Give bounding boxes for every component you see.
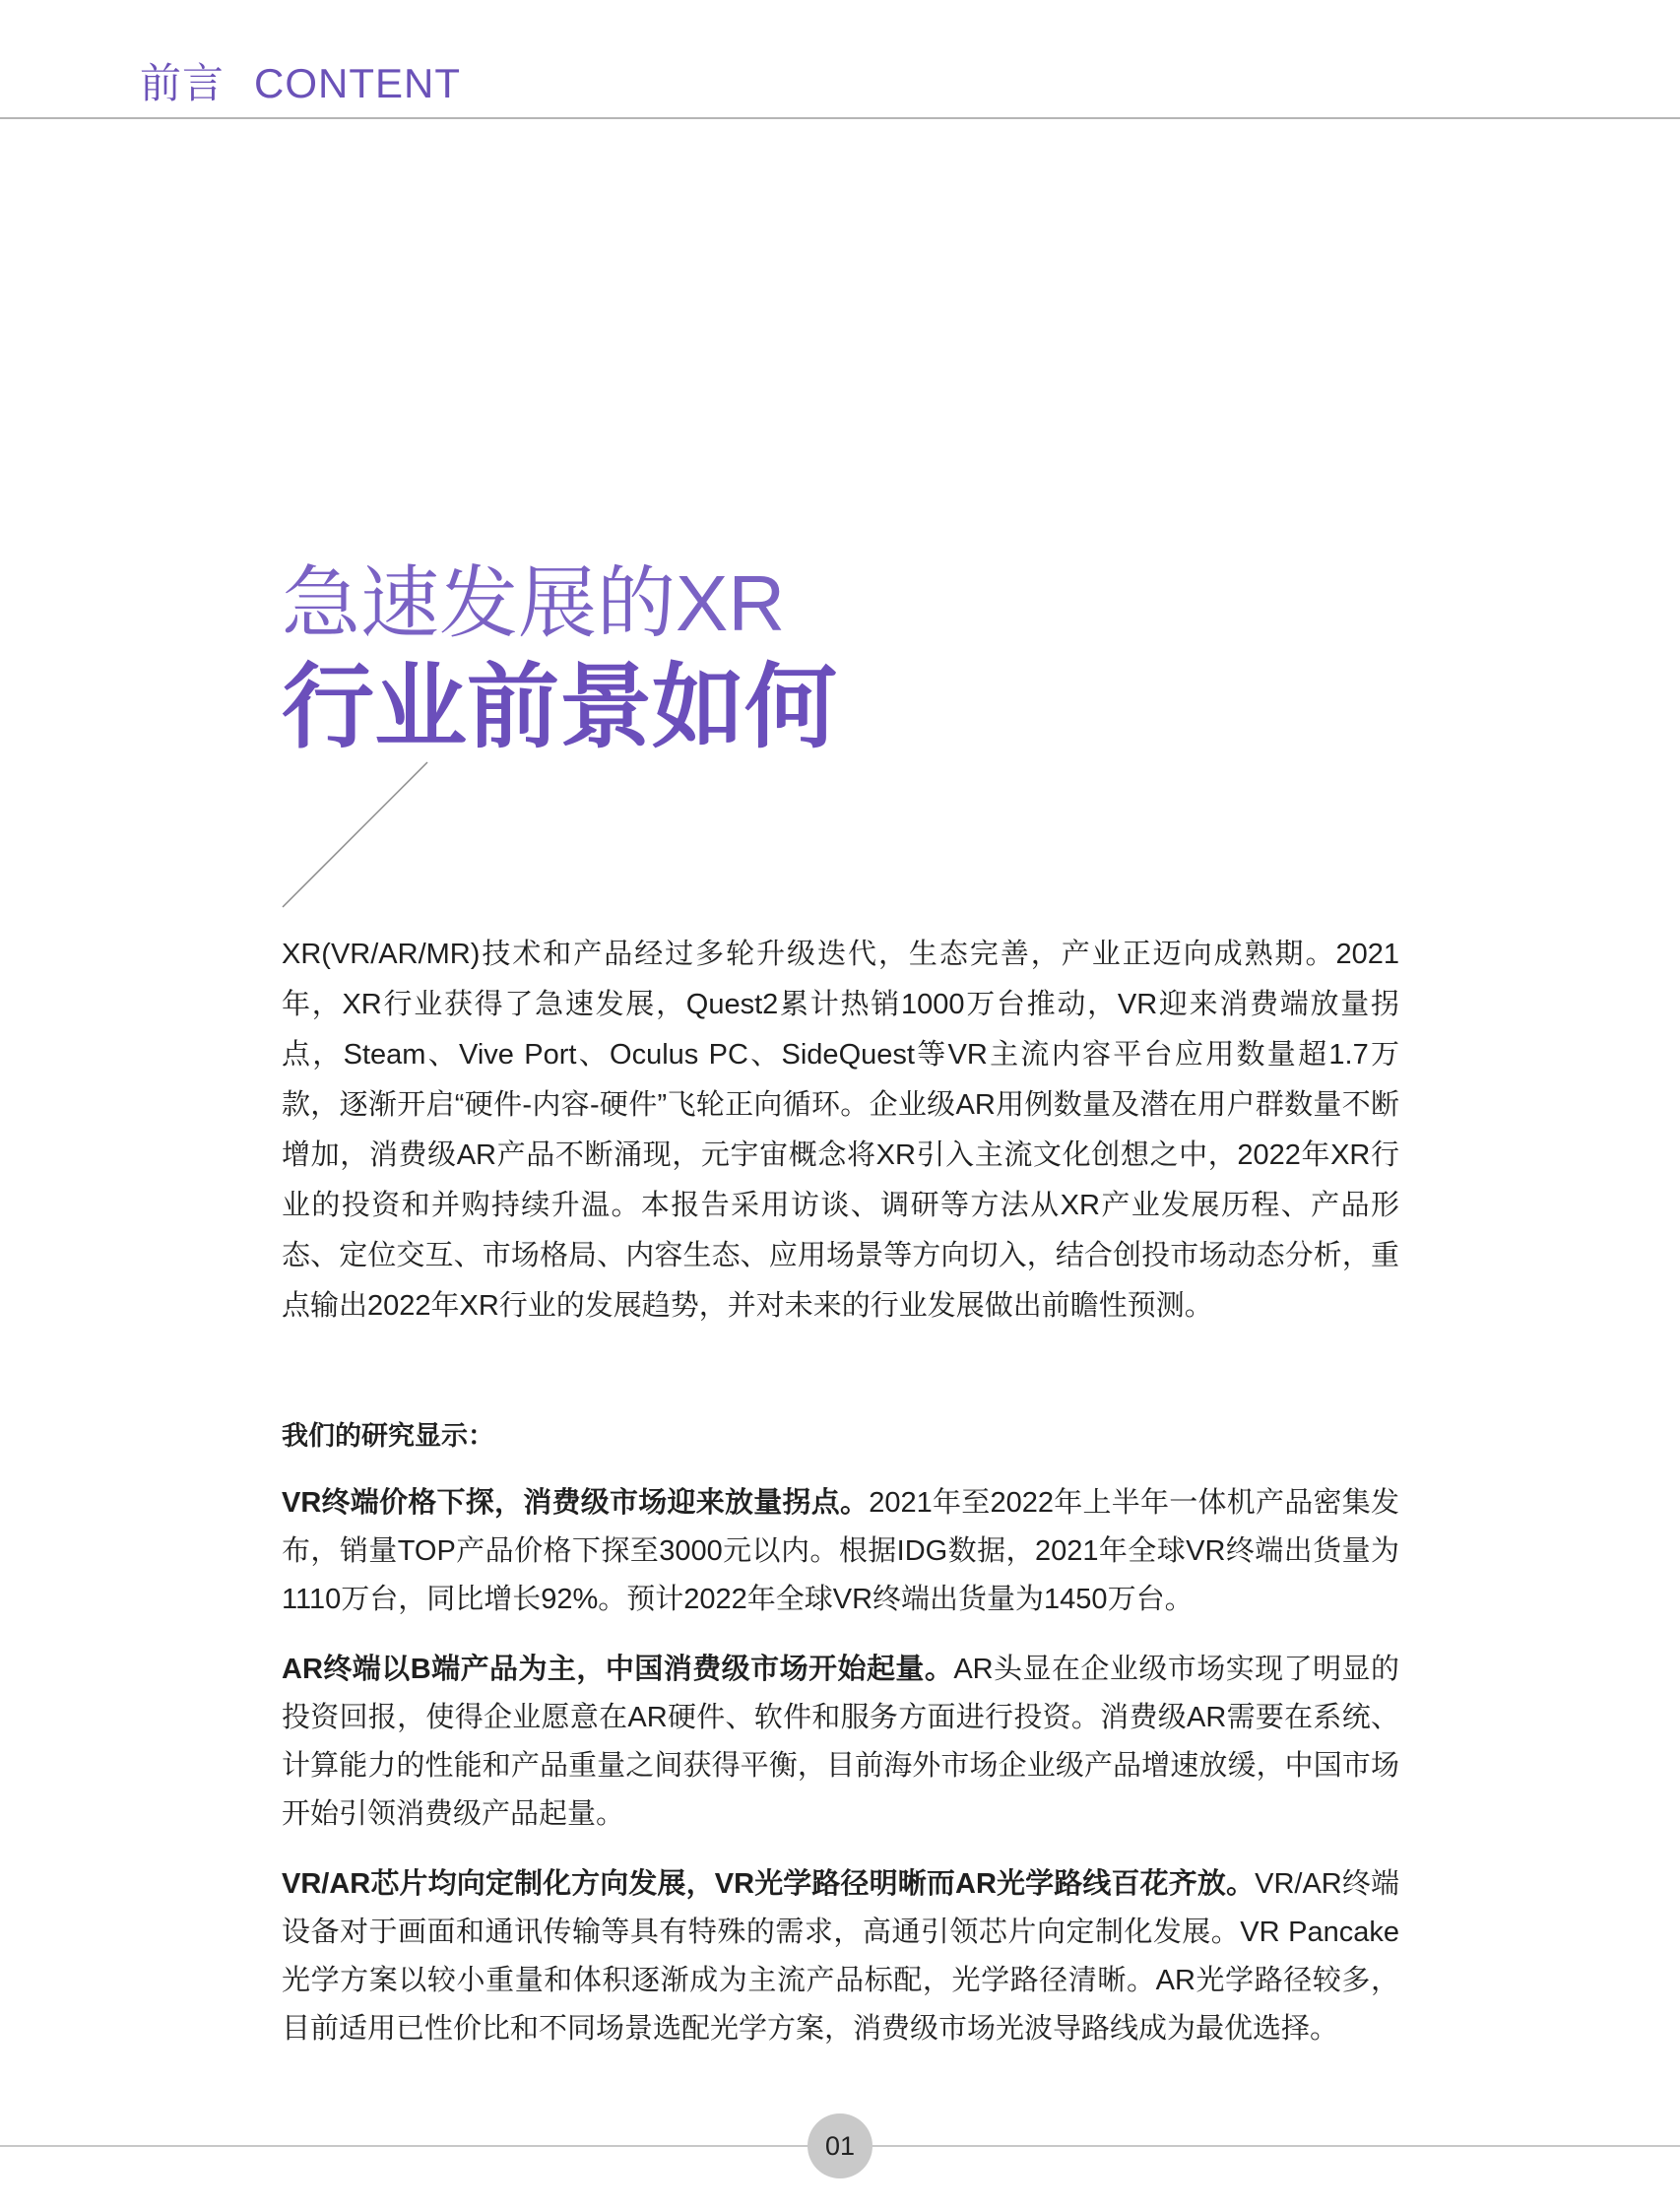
intro-paragraph: XR(VR/AR/MR)技术和产品经过多轮升级迭代，生态完善，产业正迈向成熟期。2021年，XR行业获得了急速发展，Quest2累计热销1000万台推动，VR迎来消费端放量拐点，Steam、Vive Port、Oculus PC、SideQuest等VR主流内容平台应用数量超1.7万款，逐渐开启“硬件-内容-硬件”飞轮正向循环。企业级AR用例数量及潜在用户群数量不断增加，消费级AR产品不断涌现，元宇宙概念将XR引入主流文化创想之中，2022年XR行业的投资和并购持续升温。本报告采用访谈、调研等方法从XR产业发展历程、产品形态、定位交互、市场格局、内容生态、应用场景等方向切入，结合创投市场动态分析，重点输出2022年XR行业的发展趋势，并对未来的行业发展做出前瞻性预测。 bbox=[282, 939, 1399, 1322]
section-header bbox=[140, 51, 461, 110]
header-label-en: CONTENT bbox=[254, 60, 462, 106]
page-number: 01 bbox=[808, 2113, 872, 2178]
finding-lead: VR终端价格下探，消费级市场迎来放量拐点。 bbox=[282, 1487, 870, 1519]
header-divider bbox=[0, 117, 1680, 119]
decorative-diagonal-line bbox=[282, 761, 429, 909]
findings-heading: 我们的研究显示： bbox=[282, 1421, 494, 1451]
finding-text: VR/AR终端设备对于画面和通讯传输等具有特殊的需求，高通引领芯片向定制化发展。VR Pancake光学方案以较小重量和体积逐渐成为主流产品标配，光学路径清晰。AR光学路径较多，目前适用已性价比和不同场景选配光学方案，消费级市场光波导路线成为最优选择。 bbox=[282, 1868, 1399, 2045]
header-label-zh: 前言 bbox=[140, 60, 226, 106]
title-line-1: 急速发展的XR bbox=[282, 559, 786, 647]
finding-text: AR头显在企业级市场实现了明显的投资回报，使得企业愿意在AR硬件、软件和服务方面进行投资。消费级AR需要在系统、计算能力的性能和产品重量之间获得平衡，目前海外市场企业级产品增速放缓，中国市场开始引领消费级产品起量。 bbox=[282, 1654, 1399, 1830]
finding-text: 2021年至2022年上半年一体机产品密集发布，销量TOP产品价格下探至3000元以内。根据IDG数据，2021年全球VR终端出货量为1110万台，同比增长92%。预计2022年全球VR终端出货量为1450万台。 bbox=[282, 1487, 1399, 1615]
findings-list bbox=[282, 1479, 1399, 2075]
title-line-2: 行业前景如何 bbox=[282, 655, 838, 758]
finding-item bbox=[282, 1646, 1399, 1839]
finding-item bbox=[282, 1860, 1399, 2053]
finding-lead: VR/AR芯片均向定制化方向发展，VR光学路径明晰而AR光学路线百花齐放。 bbox=[282, 1868, 1256, 1900]
finding-lead: AR终端以B端产品为主，中国消费级市场开始起量。 bbox=[282, 1654, 954, 1685]
finding-item bbox=[282, 1479, 1399, 1624]
